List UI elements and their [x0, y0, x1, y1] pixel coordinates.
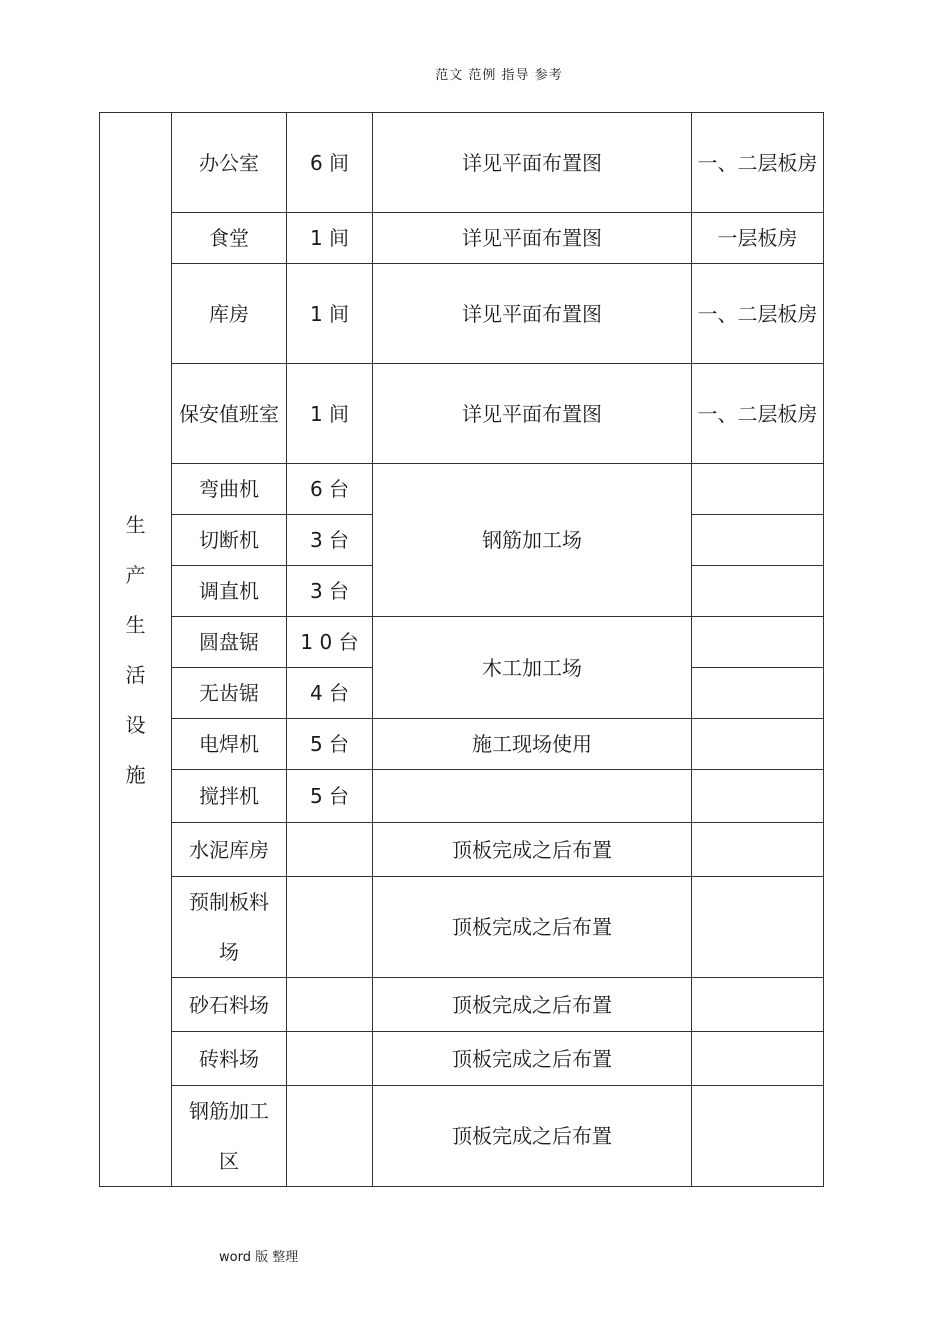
remark-cell: [692, 719, 824, 770]
remark-cell: 一、二层板房: [692, 364, 824, 464]
location-cell: 详见平面布置图: [373, 213, 692, 264]
table-row: [100, 617, 824, 668]
table-row: [100, 770, 824, 823]
remark-cell: [692, 877, 824, 978]
qty-cell: 3 台: [287, 566, 373, 617]
table-row: [100, 364, 824, 464]
qty-cell: 5 台: [287, 719, 373, 770]
qty-cell: [287, 1032, 373, 1086]
qty-cell: 1 0 台: [287, 617, 373, 668]
qty-cell: [287, 1086, 373, 1187]
table-row: [100, 719, 824, 770]
qty-cell: 1 间: [287, 364, 373, 464]
table-row: [100, 264, 824, 364]
qty-cell: [287, 877, 373, 978]
location-cell: 详见平面布置图: [373, 264, 692, 364]
name-text: 钢筋加工区: [189, 1099, 269, 1173]
name-cell: 库房: [172, 264, 287, 364]
name-cell: 切断机: [172, 515, 287, 566]
location-cell: 施工现场使用: [373, 719, 692, 770]
name-cell: 食堂: [172, 213, 287, 264]
qty-cell: 1 间: [287, 213, 373, 264]
qty-cell: 1 间: [287, 264, 373, 364]
name-cell: 无齿锯: [172, 668, 287, 719]
remark-cell: [692, 515, 824, 566]
table-row: [100, 113, 824, 213]
category-cell: [100, 113, 172, 1187]
qty-cell: 5 台: [287, 770, 373, 823]
remark-cell: [692, 770, 824, 823]
table-row: [100, 877, 824, 978]
name-cell: 砖料场: [172, 1032, 287, 1086]
name-cell: [172, 1086, 287, 1187]
remark-cell: 一、二层板房: [692, 264, 824, 364]
table-row: [100, 978, 824, 1032]
name-cell: 电焊机: [172, 719, 287, 770]
name-cell: 水泥库房: [172, 823, 287, 877]
location-cell: [373, 770, 692, 823]
name-cell: 砂石料场: [172, 978, 287, 1032]
page-footer: word 版 整理: [219, 1250, 299, 1265]
category-label: 生产生活设施: [125, 512, 146, 787]
remark-cell: [692, 978, 824, 1032]
page-header: 范文 范例 指导 参考: [435, 68, 563, 83]
location-cell: 顶板完成之后布置: [373, 1086, 692, 1187]
remark-cell: [692, 566, 824, 617]
qty-cell: 6 间: [287, 113, 373, 213]
qty-cell: 6 台: [287, 464, 373, 515]
qty-cell: 3 台: [287, 515, 373, 566]
table-row: [100, 1086, 824, 1187]
remark-cell: 一、二层板房: [692, 113, 824, 213]
remark-cell: [692, 1032, 824, 1086]
table-row: [100, 823, 824, 877]
table-row: [100, 213, 824, 264]
table-row: [100, 1032, 824, 1086]
name-cell: [172, 877, 287, 978]
location-cell: 顶板完成之后布置: [373, 877, 692, 978]
location-cell: 顶板完成之后布置: [373, 978, 692, 1032]
remark-cell: [692, 617, 824, 668]
name-cell: 调直机: [172, 566, 287, 617]
remark-cell: [692, 1086, 824, 1187]
qty-cell: [287, 978, 373, 1032]
table-row: [100, 464, 824, 515]
remark-cell: [692, 668, 824, 719]
name-cell: 办公室: [172, 113, 287, 213]
qty-cell: [287, 823, 373, 877]
name-text: 预制板料场: [189, 890, 269, 964]
remark-cell: 一层板房: [692, 213, 824, 264]
remark-cell: [692, 464, 824, 515]
name-cell: 保安值班室: [172, 364, 287, 464]
name-cell: 弯曲机: [172, 464, 287, 515]
location-cell: 顶板完成之后布置: [373, 823, 692, 877]
location-cell: 钢筋加工场: [373, 464, 692, 617]
facilities-table: [99, 112, 824, 1187]
remark-cell: [692, 823, 824, 877]
name-cell: 圆盘锯: [172, 617, 287, 668]
location-cell: 木工加工场: [373, 617, 692, 719]
location-cell: 详见平面布置图: [373, 113, 692, 213]
qty-cell: 4 台: [287, 668, 373, 719]
name-cell: 搅拌机: [172, 770, 287, 823]
location-cell: 详见平面布置图: [373, 364, 692, 464]
location-cell: 顶板完成之后布置: [373, 1032, 692, 1086]
